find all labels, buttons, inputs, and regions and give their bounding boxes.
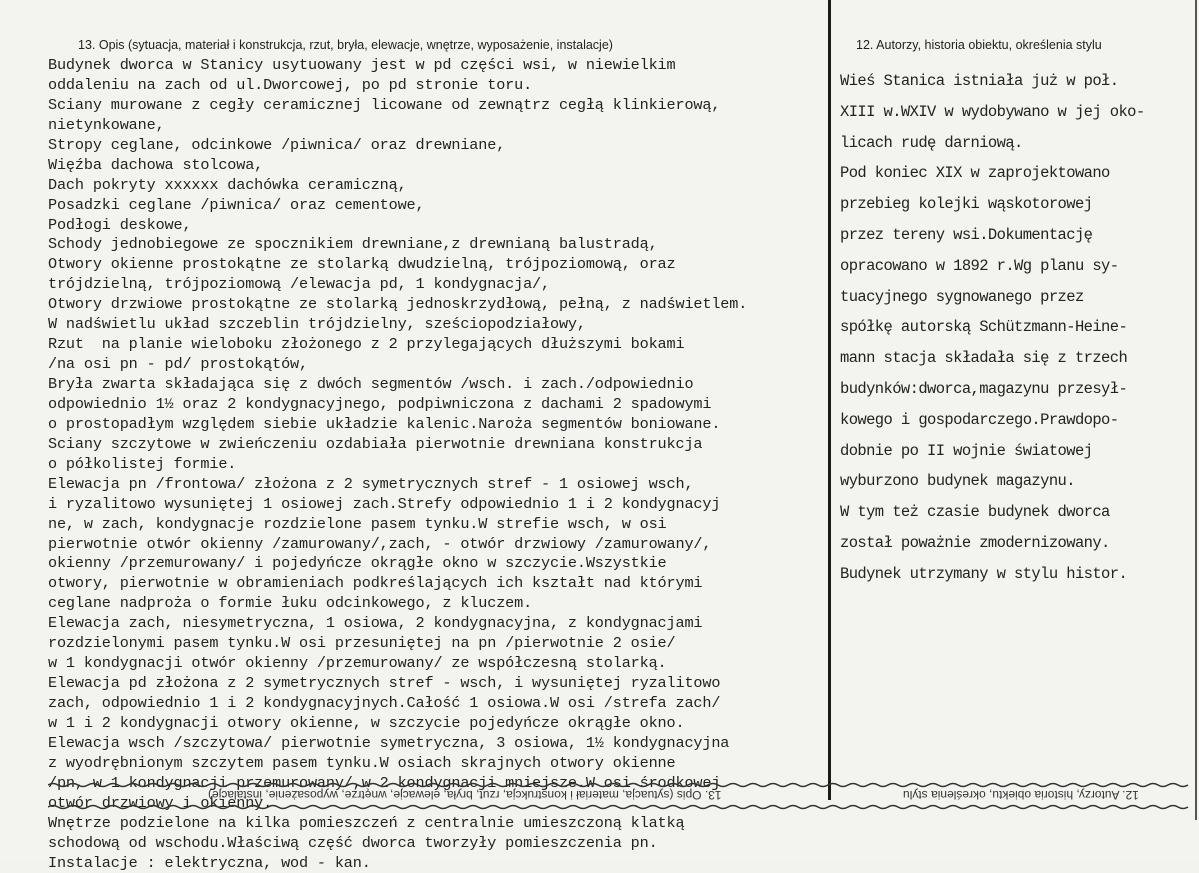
- description-header: 13. Opis (sytuacja, materiał i konstrukcja, rzut, bryła, elewacje, wnętrze, wyposażenie, instalacje): [78, 38, 613, 52]
- history-line: kowego i gospodarczego.Prawdopo-: [840, 405, 1185, 436]
- description-line: Instalacje : elektryczna, wod - kan.: [48, 854, 838, 873]
- history-line: licach rudę darniową.: [840, 128, 1185, 159]
- description-line: W nadświetlu układ szczeblin trójdzielny, sześciopodziałowy,: [48, 315, 838, 335]
- description-line: Podłogi deskowe,: [48, 216, 838, 236]
- description-line: o prostopadłym względem siebie układzie kalenic.Naroża segmentów boniowane.: [48, 415, 838, 435]
- description-line: w 1 kondygnacji otwór okienny /przemurowany/ ze współczesną stolarką.: [48, 654, 838, 674]
- footer-mirrored-label-right: 12. Autorzy, historia obiektu, określenia stylu: [903, 788, 1139, 802]
- description-line: oddaleniu na zach od ul.Dworcowej, po pd stronie toru.: [48, 76, 838, 96]
- description-line: Schody jednobiegowe ze spocznikiem drewniane,z drewnianą balustradą,: [48, 235, 838, 255]
- description-line: rozdzielonymi pasem tynku.W osi przesuniętej na pn /pierwotnie 2 osie/: [48, 634, 838, 654]
- history-text: [840, 66, 1185, 590]
- history-line: Budynek utrzymany w stylu histor.: [840, 559, 1185, 590]
- footer-wave-bottom: [48, 804, 1193, 810]
- description-line: pierwotnie otwór okienny /zamurowany/,zach, - otwór drzwiowy /zamurowany/,: [48, 535, 838, 555]
- history-line: W tym też czasie budynek dworca: [840, 497, 1185, 528]
- description-line: z wyodrębnionym szczytem pasem tynku.W osiach skrajnych otwory okienne: [48, 754, 838, 774]
- description-line: Sciany murowane z cegły ceramicznej licowane od zewnątrz cegłą klinkierową,: [48, 96, 838, 116]
- description-line: Sciany szczytowe w zwieńczeniu ozdabiała pierwotnie drewniana konstrukcja: [48, 435, 838, 455]
- description-line: /na osi pn - pd/ prostokątów,: [48, 355, 838, 375]
- history-line: został poważnie zmodernizowany.: [840, 528, 1185, 559]
- description-line: Więźba dachowa stolcowa,: [48, 156, 838, 176]
- description-line: ceglane nadproża o formie łuku odcinkowego, z kluczem.: [48, 594, 838, 614]
- description-line: Budynek dworca w Stanicy usytuowany jest w pd części wsi, w niewielkim: [48, 56, 838, 76]
- description-line: trójdzielną, trójpoziomową /elewacja pd, 1 kondygnacja/,: [48, 275, 838, 295]
- description-line: Elewacja zach, niesymetryczna, 1 osiowa, 2 kondygnacyjna, z kondygnacjami: [48, 614, 838, 634]
- description-line: w 1 i 2 kondygnacji otwory okienne, w szczycie pojedyńcze okrągłe okno.: [48, 714, 838, 734]
- history-line: wyburzono budynek magazynu.: [840, 466, 1185, 497]
- description-line: okienny /przemurowany/ i pojedyńcze okrągłe okno w szczycie.Wszystkie: [48, 554, 838, 574]
- footer-mirrored-label-left: 13. Opis (sytuacja, materiał i konstrukcja, rzut, bryła, elewacje, wnętrze, wyposażenie, instalacje): [208, 788, 722, 802]
- description-line: zach, odpowiednio 1 i 2 kondygnacyjnych.Całość 1 osiowa.W osi /strefa zach/: [48, 694, 838, 714]
- card-footer: [48, 782, 1188, 810]
- history-line: przebieg kolejki wąskotorowej: [840, 189, 1185, 220]
- description-line: Rzut na planie wieloboku złożonego z 2 przylegających dłuższymi bokami: [48, 335, 838, 355]
- description-line: o półkolistej formie.: [48, 455, 838, 475]
- card-edge: [1195, 0, 1197, 820]
- history-line: mann stacja składała się z trzech: [840, 343, 1185, 374]
- history-line: przez tereny wsi.Dokumentację: [840, 220, 1185, 251]
- description-line: nietynkowane,: [48, 116, 838, 136]
- description-line: schodową od wschodu.Właściwą część dworca tworzyły pomieszczenia pn.: [48, 834, 838, 854]
- description-line: /pn, w 1 kondygnacji przemurowany/,w 2 kondygnacji mniejsze.W osi środkowej: [48, 774, 838, 794]
- description-text: [48, 56, 838, 873]
- description-line: Otwory okienne prostokątne ze stolarką dwudzielną, trójpoziomową, oraz: [48, 255, 838, 275]
- history-line: tuacyjnego sygnowanego przez: [840, 282, 1185, 313]
- history-line: opracowano w 1892 r.Wg planu sy-: [840, 251, 1185, 282]
- description-line: Stropy ceglane, odcinkowe /piwnica/ oraz drewniane,: [48, 136, 838, 156]
- description-line: otwory, pierwotnie w obramieniach podkreślających ich kształt nad którymi: [48, 574, 838, 594]
- description-line: odpowiednio 1½ oraz 2 kondygnacyjnego, podpiwniczona z dachami 2 spadowymi: [48, 395, 838, 415]
- history-line: XIII w.WXIV w wydobywano w jej oko-: [840, 97, 1185, 128]
- description-line: Dach pokryty xxxxxx dachówka ceramiczną,: [48, 176, 838, 196]
- description-line: Posadzki ceglane /piwnica/ oraz cementowe,: [48, 196, 838, 216]
- history-line: Pod koniec XIX w zaprojektowano: [840, 158, 1185, 189]
- description-line: Bryła zwarta składająca się z dwóch segmentów /wsch. i zach./odpowiednio: [48, 375, 838, 395]
- description-line: Elewacja wsch /szczytowa/ pierwotnie symetryczna, 3 osiowa, 1½ kondygnacyjna: [48, 734, 838, 754]
- description-line: Wnętrze podzielone na kilka pomieszczeń z centralnie umieszczoną klatką: [48, 814, 838, 834]
- description-line: ne, w zach, kondygnacje rozdzielone pasem tynku.W strefie wsch, w osi: [48, 515, 838, 535]
- history-line: budynków:dworca,magazynu przesył-: [840, 374, 1185, 405]
- history-line: Wieś Stanica istniała już w poł.: [840, 66, 1185, 97]
- history-line: dobnie po II wojnie światowej: [840, 436, 1185, 467]
- description-line: Elewacja pd złożona z 2 symetrycznych stref - wsch, i wysuniętej ryzalitowo: [48, 674, 838, 694]
- description-line: otwór drzwiowy i okienny.: [48, 794, 838, 814]
- description-line: i ryzalitowo wysuniętej 1 osiowej zach.Strefy odpowiednio 1 i 2 kondygnacyj: [48, 495, 838, 515]
- description-line: Elewacja pn /frontowa/ złożona z 2 symetrycznych stref - 1 osiowej wsch,: [48, 475, 838, 495]
- description-line: Otwory drzwiowe prostokątne ze stolarką jednoskrzydłową, pełną, z nadświetlem.: [48, 295, 838, 315]
- history-line: spółkę autorską Schützmann-Heine-: [840, 312, 1185, 343]
- history-header: 12. Autorzy, historia obiektu, określenia stylu: [856, 38, 1102, 52]
